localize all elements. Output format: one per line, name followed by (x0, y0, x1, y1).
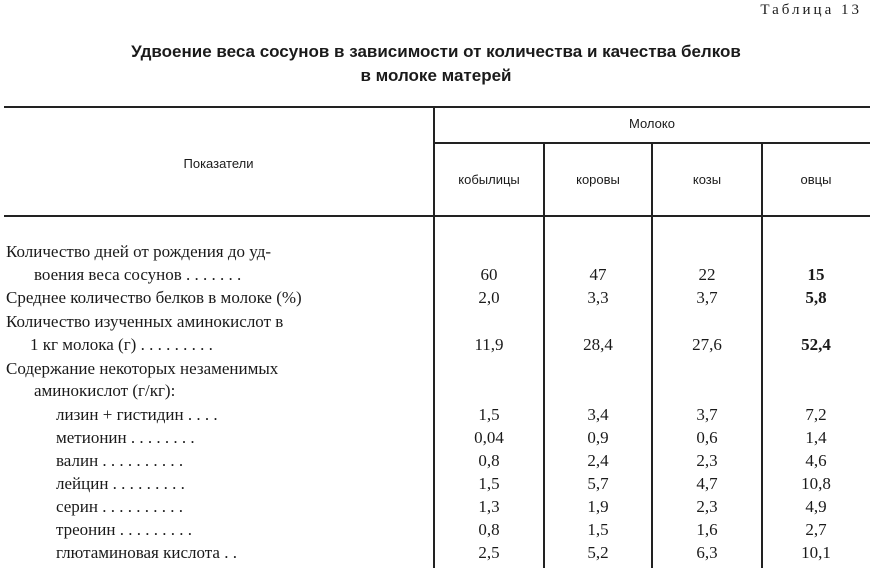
table-title-line-1: Удвоение веса сосунов в зависимости от количества и качества белков (131, 42, 741, 61)
table-cell: 1,5 (478, 405, 500, 424)
header-col-goat: козы (692, 172, 722, 187)
amino-label: метионин . . . . . . . . (56, 428, 195, 447)
header-bottom-rule (4, 215, 870, 217)
table-cell: 5,2 (587, 543, 609, 562)
table-cell: 2,3 (696, 451, 718, 470)
row-label: Содержание некоторых незаменимых (6, 359, 279, 378)
table-cell: 2,0 (478, 288, 500, 307)
table-cell: 60 (480, 265, 498, 284)
table-cell: 1,3 (478, 497, 500, 516)
table-number: Таблица 13 (760, 2, 862, 18)
amino-label: треонин . . . . . . . . . (56, 520, 192, 539)
table-cell: 7,2 (805, 405, 827, 424)
row-label: воения веса сосунов . . . . . . . (34, 265, 242, 284)
header-col-sheep: овцы (800, 172, 832, 187)
table-cell: 22 (698, 265, 716, 284)
table-cell: 1,5 (478, 474, 500, 493)
table-cell: 2,5 (478, 543, 500, 562)
amino-label: валин . . . . . . . . . . (56, 451, 184, 470)
table-cell: 4,9 (805, 497, 827, 516)
table-cell: 5,7 (587, 474, 609, 493)
table-cell: 0,9 (587, 428, 609, 447)
table-cell: 1,4 (805, 428, 827, 447)
table-cell: 6,3 (696, 543, 718, 562)
table-cell: 2,4 (587, 451, 609, 470)
table-cell: 0,8 (478, 520, 500, 539)
row-label: Среднее количество белков в молоке (%) (6, 288, 302, 307)
table-cell: 15 (807, 265, 825, 284)
table-cell: 10,8 (801, 474, 831, 493)
table-cell: 3,7 (696, 288, 718, 307)
row-label: Количество изученных аминокислот в (6, 312, 284, 331)
amino-label: глютаминовая кислота . . (56, 543, 237, 562)
table-cell: 0,04 (474, 428, 504, 447)
table-title-line-2: в молоке матерей (360, 66, 512, 85)
table-cell: 28,4 (583, 335, 613, 354)
table-cell: 4,6 (805, 451, 827, 470)
table-cell: 52,4 (801, 335, 831, 354)
table-cell: 0,6 (696, 428, 718, 447)
table-cell: 10,1 (801, 543, 831, 562)
row-label: аминокислот (г/кг): (34, 381, 176, 400)
table-cell: 1,6 (696, 520, 718, 539)
table-cell: 2,7 (805, 520, 827, 539)
row-label: 1 кг молока (г) . . . . . . . . . (30, 335, 213, 354)
header-col-cow: коровы (576, 172, 620, 187)
table-cell: 3,3 (587, 288, 609, 307)
table-cell: 1,5 (587, 520, 609, 539)
header-milk: Молоко (629, 116, 675, 131)
table-cell: 47 (589, 265, 607, 284)
table-cell: 3,7 (696, 405, 718, 424)
table-title (0, 40, 872, 88)
table-cell: 5,8 (805, 288, 827, 307)
amino-label: лейцин . . . . . . . . . (56, 474, 185, 493)
table-cell: 0,8 (478, 451, 500, 470)
table-cell: 1,9 (587, 497, 609, 516)
amino-label: серин . . . . . . . . . . (56, 497, 183, 516)
table-cell: 2,3 (696, 497, 718, 516)
amino-label: лизин + гистидин . . . . (56, 405, 218, 424)
table-cell: 3,4 (587, 405, 609, 424)
table-cell: 11,9 (474, 335, 504, 354)
header-indicators: Показатели (183, 156, 254, 171)
header-col-mare: кобылицы (458, 172, 520, 187)
table-cell: 27,6 (692, 335, 722, 354)
table-top-rule (4, 106, 870, 108)
row-label: Количество дней от рождения до уд- (6, 242, 272, 261)
table-cell: 4,7 (696, 474, 718, 493)
